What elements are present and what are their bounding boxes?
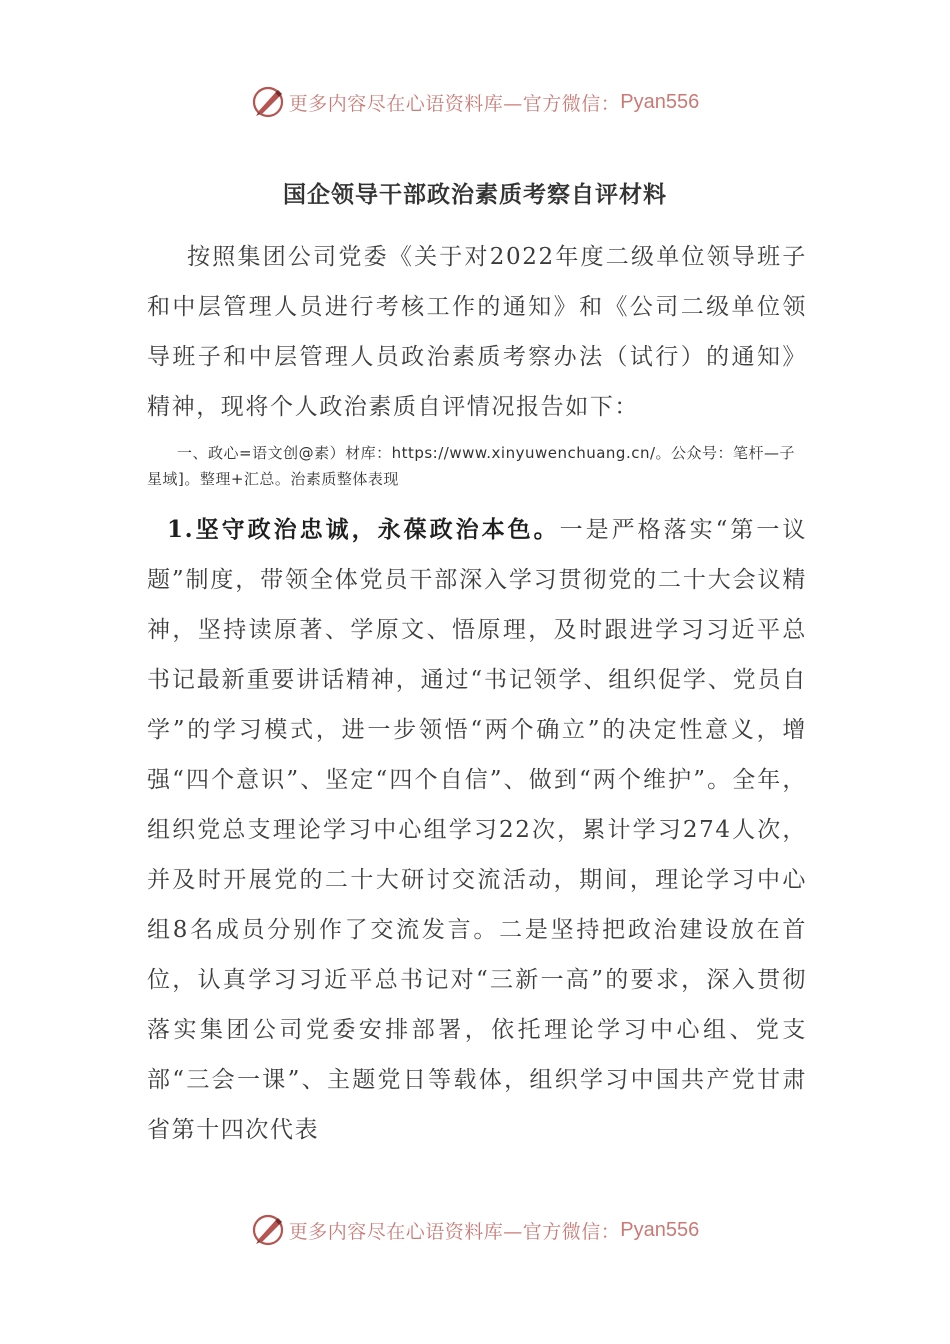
section1-paragraph	[147, 505, 807, 1155]
footer-wechat-id: Pyan556	[620, 1218, 700, 1241]
pen-logo-icon	[251, 1213, 285, 1247]
document-title: 国企领导干部政治素质考察自评材料	[283, 181, 667, 208]
intro-paragraph: 按照集团公司党委《关于对2022年度二级单位领导班子和中层管理人员进行考核工作的通知》和《公司二级单位领导班子和中层管理人员政治素质考察办法（试行）的通知》精神，现将个人政治素质自评情况报告如下：	[147, 244, 807, 420]
note-line: 一、政心=语文创@素）材库：https://www.xinyuwenchuang.cn/。公众号：笔杆—子星域]。整理+汇总。治素质整体表现	[147, 444, 796, 488]
section1-body: 一是严格落实“第一议题”制度，带领全体党员干部深入学习贯彻党的二十大会议精神，坚持读原著、学原文、悟原理，及时跟进学习习近平总书记最新重要讲话精神，通过“书记领学、组织促学、党员自学”的学习模式，进一步领悟“两个确立”的决定性意义，增强“四个意识”、坚定“四个自信”、做到“两个维护”。全年，组织党总支理论学习中心组学习22次，累计学习274人次，并及时开展党的二十大研讨交流活动，期间，理论学习中心组8名成员分别作了交流发言。二是坚持把政治建设放在首位，认真学习习近平总书记对“三新一高”的要求，深入贯彻落实集团公司党委安排部署，依托理论学习中心组、党支部“三会一课”、主题党日等载体，组织学习中国共产党甘肃省第十四次代表	[147, 517, 807, 1143]
header-banner	[0, 82, 950, 122]
pen-logo-icon	[251, 85, 285, 119]
section1-lead: 1.坚守政治忠诚，永葆政治本色。	[167, 516, 560, 543]
header-wechat-id: Pyan556	[620, 90, 700, 113]
header-banner-text: 更多内容尽在心语资料库—官方微信：	[288, 92, 621, 115]
footer-banner-text: 更多内容尽在心语资料库—官方微信：	[288, 1220, 621, 1243]
footer-banner	[0, 1210, 950, 1250]
